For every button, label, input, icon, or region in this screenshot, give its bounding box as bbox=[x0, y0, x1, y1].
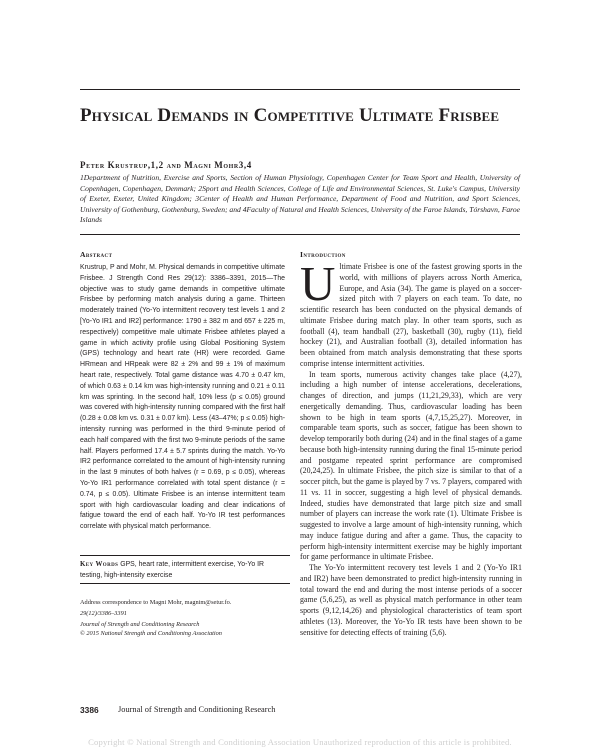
abstract-text: Krustrup, P and Mohr, M. Physical demands in competitive ultimate Frisbee. J Strength Cond Res 29(12): 3386–3391, 2015—The objective was to study game demands in competitive ultimate Frisbee by performing match analysis during a game. Thirteen moderately trained (Yo-Yo intermittent recovery test levels 1 and 2 [Yo-Yo IR1 and IR2] performance: 1790 ± 382 m and 657 ± 225 m, respectively) competitive male ultimate Frisbee athletes played a game in which activity profile using Global Positioning System (GPS) technology and heart rate (HR) were recorded. Game HRmean and HRpeak were 82 ± 2% and 99 ± 1% of maximum heart rate, respectively. Total game distance was 4.70 ± 0.47 km, of which 0.63 ± 0.14 km was high-intensity running and 0.21 ± 0.11 km was sprinting. In the second half, 10% less (p ≤ 0.05) ground was covered with high-intensity running compared with the first half (0.28 ± 0.08 km vs. 0.31 ± 0.07 km). Less (43–47%; p ≤ 0.05) high-intensity running was performed in the third 9-minute period of each half compared with the first two 9-minute periods of the same half. Players performed 17.4 ± 5.7 sprints during the match. Yo-Yo IR2 performance correlated to the amount of high-intensity running in the last 9 minutes of both halves (r = 0.69, p ≤ 0.05), whereas Yo-Yo IR1 performance correlated with total spent distance (r = 0.74, p ≤ 0.05). Ultimate Frisbee is an intense intermittent team sport with high cardiovascular loading and clear indications of fatigue toward the end of each half. Yo-Yo IR test performances correlate with physical match performance. bbox=[80, 264, 285, 531]
keywords-top-rule bbox=[80, 555, 290, 556]
intro-paragraph-3: The Yo-Yo intermittent recovery test levels 1 and 2 (Yo-Yo IR1 and IR2) have been demonstrated to predict high-intensity running in total toward the end and during the most intense periods of a soccer game (5,6,25), as well as physical match performance in other team sports (9,12,14,26) and physiological characteristics of team sport athletes (13). Moreover, the Yo-Yo IR tests have been shown to be sensitive for detecting effects of training (5,6). bbox=[300, 563, 522, 637]
author-affiliations: 1Department of Nutrition, Exercise and Sports, Section of Human Physiology, Copenhagen Center for Team Sport and Health, University of Copenhagen, Copenhagen, Denmark; 2Sport and Health Sciences, College of Life and Environmental Sciences, St. Luke's Campus, University of Exeter, Exeter, United Kingdom; 3Center of Health and Human Performance, Department of Food and Nutrition, and Sport Sciences, University of Gothenburg, Gothenburg, Sweden; and 4Faculty of Natural and Health Sciences, University of the Faroe Islands, Tórshavn, Faroe Islands bbox=[80, 173, 520, 225]
page-number: 3386 bbox=[80, 705, 99, 715]
abstract-heading: Abstract bbox=[80, 250, 113, 259]
keywords-block bbox=[80, 559, 285, 581]
drop-cap: U bbox=[300, 256, 336, 311]
copyright-watermark: Copyright © National Strength and Conditioning Association Unauthorized reproduction of this article is prohibited. bbox=[88, 737, 512, 747]
keywords-bottom-rule bbox=[80, 583, 290, 584]
correspondence-address: Address correspondence to Magni Mohr, magnim@setur.fo. bbox=[80, 599, 232, 606]
top-rule bbox=[80, 89, 520, 90]
article-title: Physical Demands in Competitive Ultimate Frisbee bbox=[80, 105, 500, 126]
footnote-copyright: © 2015 National Strength and Conditioning Association bbox=[80, 629, 222, 637]
citation-line: 29(12)/3386–3391 bbox=[80, 609, 127, 617]
keywords-label: Key Words bbox=[80, 561, 119, 568]
intro-paragraph-1: Ultimate Frisbee is one of the fastest growing sports in the world, with millions of players across North America, Europe, and Asia (34). The game is played on a soccer-sized pitch with 7 players on each team. To date, no scientific research has been conducted on the physical demands of ultimate Frisbee during match play. In other team sports, such as football (4), team handball (27), basketball (30), rugby (11), field hockey (21), and Australian football (3), detailed information has been obtained from match analysis demonstrating that these sports comprise intense intermittent activities. bbox=[300, 256, 522, 368]
footer-journal-name: Journal of Strength and Conditioning Research bbox=[118, 705, 276, 714]
keywords-text: GPS, heart rate, intermittent exercise, Yo-Yo IR testing, high-intensity exercise bbox=[80, 561, 264, 579]
introduction-text bbox=[300, 256, 522, 638]
introduction-heading: Introduction bbox=[300, 250, 346, 259]
section-divider bbox=[80, 234, 520, 235]
article-authors: Peter Krustrup,1,2 and Magni Mohr3,4 bbox=[80, 160, 252, 170]
correspondence-footnote bbox=[80, 599, 290, 638]
footnote-journal: Journal of Strength and Conditioning Research bbox=[80, 621, 200, 629]
intro-paragraph-2: In team sports, numerous activity changes take place (4,27), including a high number of intense accelerations, decelerations, changes of direction, and jumps (11,21,29,33), which are very energetically demanding. Thus, cardiovascular loading has been shown to be high in team sports (4,7,15,25,27). Moreover, in comparable team sports, such as soccer, fatigue has been shown to develop temporarily both during (24) and in the final stages of a game because both high-intensity running during the final 15-minute period and postgame repeated sprint performance are compromised (20,24,25). In ultimate Frisbee, the pitch size is similar to that of a soccer pitch, but the game is played by 7 vs. 7 players, compared with 11 vs. 11 in soccer, suggesting a high level of physical demands. Indeed, studies have demonstrated that large pitch size and small number of players can increase the work rate (1). Ultimate Frisbee is suggested to involve a large amount of high-intensity running, which may induce fatigue during and after a game. Thus, the capacity to perform high-intensity intermittent exercise may be highly important for game performance in ultimate Frisbee. bbox=[300, 369, 522, 562]
